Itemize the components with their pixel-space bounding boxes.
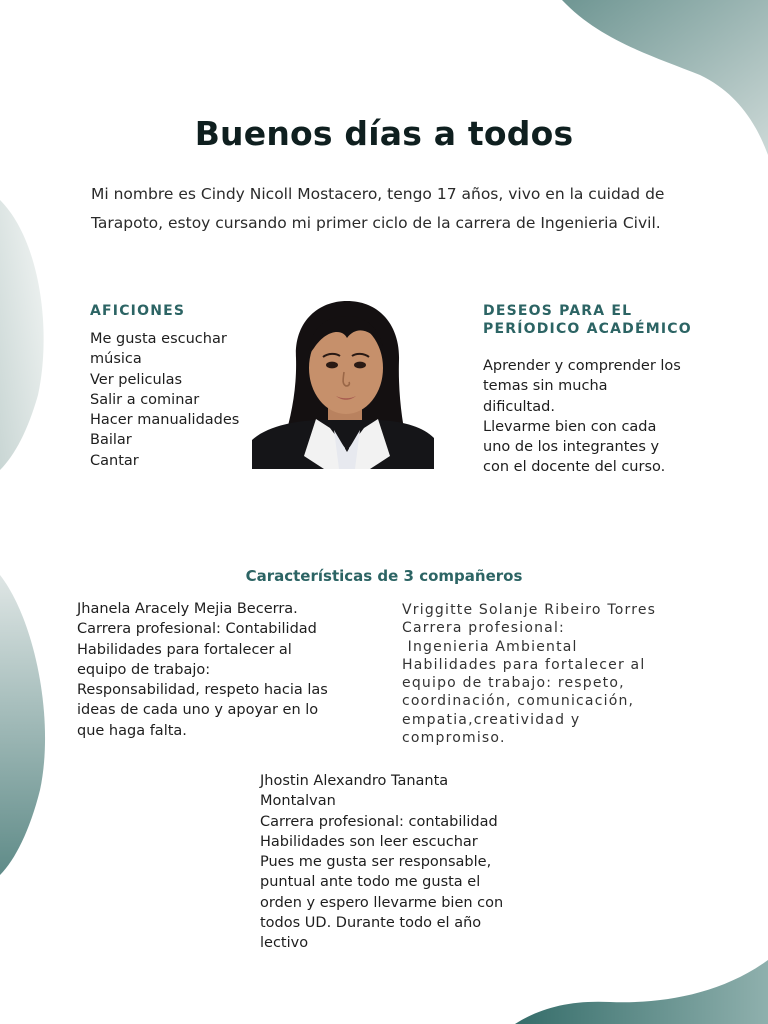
companion-name: Vriggitte Solanje Ribeiro Torres [402, 602, 657, 618]
companion-skills: Habilidades son leer escuchar [260, 833, 478, 850]
list-item: Aprender y comprender los temas sin mucha dificultad. [483, 358, 681, 415]
list-item: Ver peliculas [90, 371, 183, 388]
wave-left-lower [0, 575, 45, 875]
list-item: Me gusta escuchar música [90, 331, 227, 368]
companion-career: Carrera profesional: Contabilidad [77, 621, 317, 638]
companion-card [77, 599, 337, 741]
companion-career-label: Carrera profesional: [402, 620, 565, 637]
aficiones-list [90, 329, 255, 471]
list-item: Llevarme bien con cada uno de los integrantes y con el docente del curso. [483, 418, 666, 476]
list-item: Bailar [90, 432, 132, 449]
profile-photo [252, 298, 434, 469]
aficiones-heading: AFICIONES [90, 303, 186, 319]
eye [326, 362, 338, 369]
intro-paragraph: Mi nombre es Cindy Nicoll Mostacero, tengo 17 años, vivo en la cuidad de Tarapoto, estoy cursando mi primer ciclo de la carrera de Ingenieria Civil. [91, 185, 665, 232]
list-item: Salir a cominar [90, 391, 200, 408]
companion-description: Pues me gusta ser responsable, puntual ante todo me gusta el orden y espero llevarme bien con todos UD. Durante todo el año lectivo [260, 854, 504, 952]
companion-skills: Responsabilidad, respeto hacia las ideas de cada uno y apoyar en lo que haga falta. [77, 682, 328, 739]
page-title: Buenos días a todos [194, 114, 574, 154]
wave-bottom [515, 960, 768, 1024]
list-item: Cantar [90, 452, 139, 469]
companion-career: Carrera profesional: contabilidad [260, 813, 498, 830]
companion-career: Ingenieria Ambiental [402, 638, 578, 655]
companion-skills: Habilidades para fortalecer al equipo de trabajo: respeto, coordinación, comunicación, empatia,creatividad y compromiso. [402, 656, 646, 747]
list-item: Hacer manualidades [90, 412, 240, 429]
companion-card [260, 771, 520, 954]
wave-left-upper [0, 200, 44, 470]
companion-card [402, 601, 682, 747]
companion-name: Jhostin Alexandro Tananta Montalvan [260, 773, 449, 810]
deseos-list [483, 356, 683, 478]
companions-heading: Características de 3 compañeros [245, 567, 523, 585]
companion-skills-label: Habilidades para fortalecer al equipo de trabajo: [77, 641, 292, 678]
deseos-heading: DESEOS PARA EL PERÍODICO ACADÉMICO [483, 303, 692, 337]
eye [354, 362, 366, 369]
companion-name: Jhanela Aracely Mejia Becerra. [77, 601, 298, 617]
